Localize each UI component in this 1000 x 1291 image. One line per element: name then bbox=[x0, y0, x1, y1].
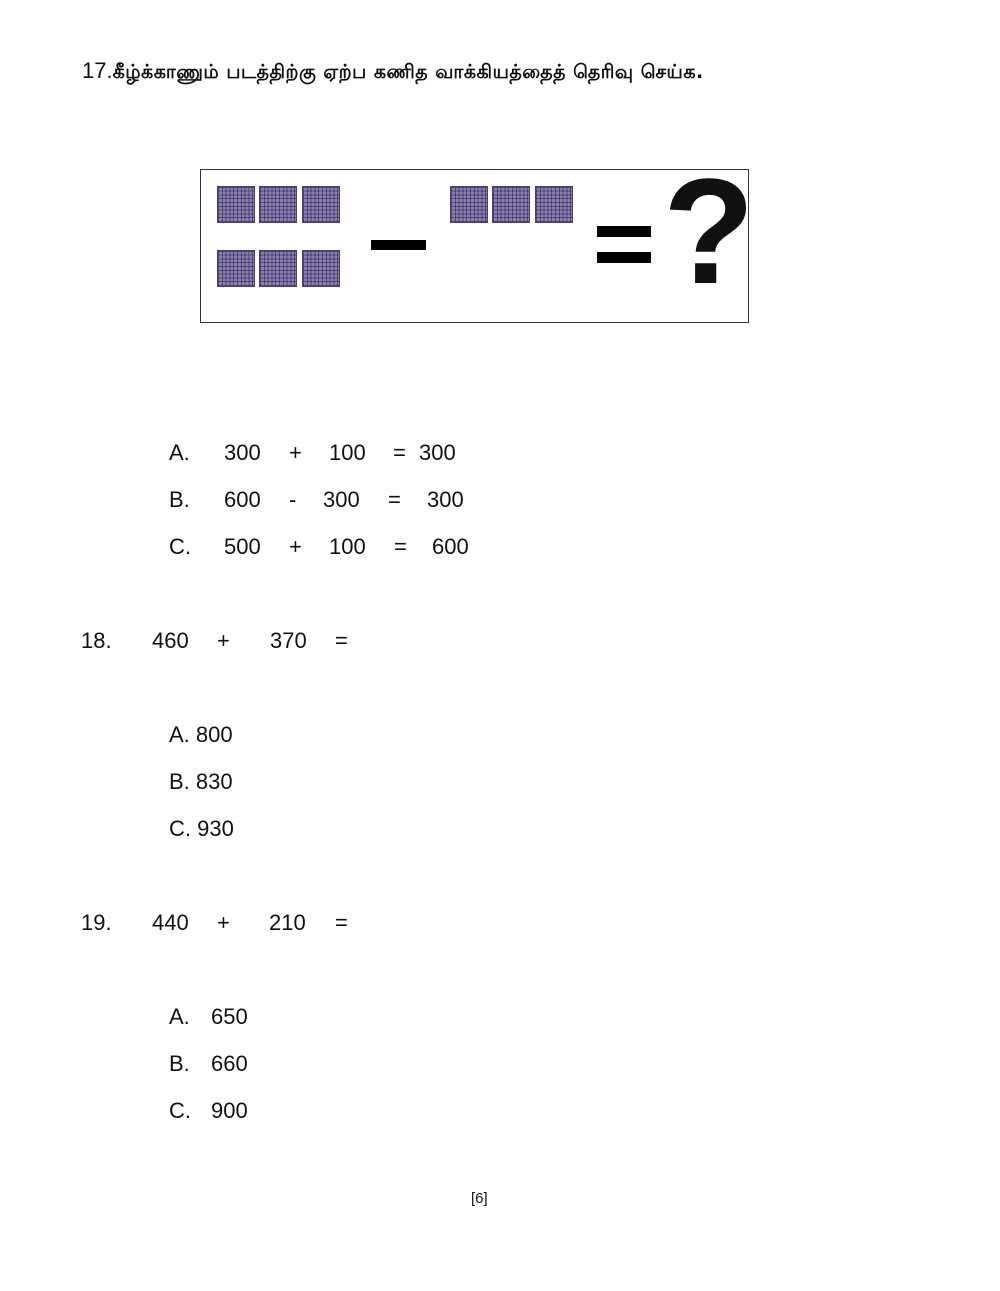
q18-option-c[interactable]: C. 930 bbox=[169, 816, 234, 841]
option-operand-a: 500 bbox=[224, 534, 261, 559]
hundred-square bbox=[492, 186, 530, 223]
question-19-number: 19. bbox=[81, 910, 112, 935]
option-operand-a: 600 bbox=[224, 487, 261, 512]
question-19-operator: + bbox=[217, 910, 230, 935]
question-17-prompt bbox=[82, 58, 704, 86]
equals-sign-bottom-bar bbox=[597, 252, 651, 263]
question-17-number: 17. bbox=[82, 58, 113, 83]
hundred-square bbox=[302, 186, 340, 223]
question-18-equals: = bbox=[335, 628, 348, 653]
option-letter: B. bbox=[169, 1051, 190, 1076]
option-result: 300 bbox=[427, 487, 464, 512]
option-value: 660 bbox=[211, 1051, 248, 1076]
question-19-equals: = bbox=[335, 910, 348, 935]
option-result: 300 bbox=[419, 440, 456, 465]
option-letter: A. bbox=[169, 1004, 190, 1029]
question-18-operator: + bbox=[217, 628, 230, 653]
hundred-square bbox=[217, 186, 255, 223]
option-letter: C. bbox=[169, 534, 191, 559]
option-letter: B. bbox=[169, 487, 190, 512]
option-letter: C. bbox=[169, 1098, 191, 1123]
minus-sign bbox=[371, 240, 426, 250]
page-number: [6] bbox=[471, 1190, 488, 1207]
option-equals: = bbox=[393, 440, 406, 465]
hundred-square bbox=[535, 186, 573, 223]
option-operand-b: 100 bbox=[329, 534, 366, 559]
option-equals: = bbox=[394, 534, 407, 559]
option-value: 900 bbox=[211, 1098, 248, 1123]
option-result: 600 bbox=[432, 534, 469, 559]
question-19-operand-a: 440 bbox=[152, 910, 189, 935]
hundreds-subtraction-figure bbox=[200, 147, 755, 323]
hundred-square bbox=[259, 250, 297, 287]
question-18-operand-a: 460 bbox=[152, 628, 189, 653]
question-18-number: 18. bbox=[81, 628, 112, 653]
hundred-square bbox=[450, 186, 488, 223]
option-operator: + bbox=[289, 534, 302, 559]
option-operand-a: 300 bbox=[224, 440, 261, 465]
option-operand-b: 100 bbox=[329, 440, 366, 465]
hundred-square bbox=[217, 250, 255, 287]
option-operator: - bbox=[289, 487, 297, 512]
hundred-square bbox=[302, 250, 340, 287]
question-17-text: கீழ்க்காணும் படத்திற்கு ஏற்ப கணித வாக்கியத்தைத் தெரிவு செய்க. bbox=[112, 61, 704, 83]
question-mark: ? bbox=[663, 147, 755, 315]
option-operand-b: 300 bbox=[323, 487, 360, 512]
option-letter: A. bbox=[169, 440, 190, 465]
option-equals: = bbox=[388, 487, 401, 512]
question-19-operand-b: 210 bbox=[269, 910, 306, 935]
question-18-operand-b: 370 bbox=[270, 628, 307, 653]
equals-sign-top-bar bbox=[597, 226, 651, 237]
q18-option-a[interactable]: A. 800 bbox=[169, 722, 233, 747]
option-value: 650 bbox=[211, 1004, 248, 1029]
q18-option-b[interactable]: B. 830 bbox=[169, 769, 233, 794]
option-operator: + bbox=[289, 440, 302, 465]
hundred-square bbox=[259, 186, 297, 223]
